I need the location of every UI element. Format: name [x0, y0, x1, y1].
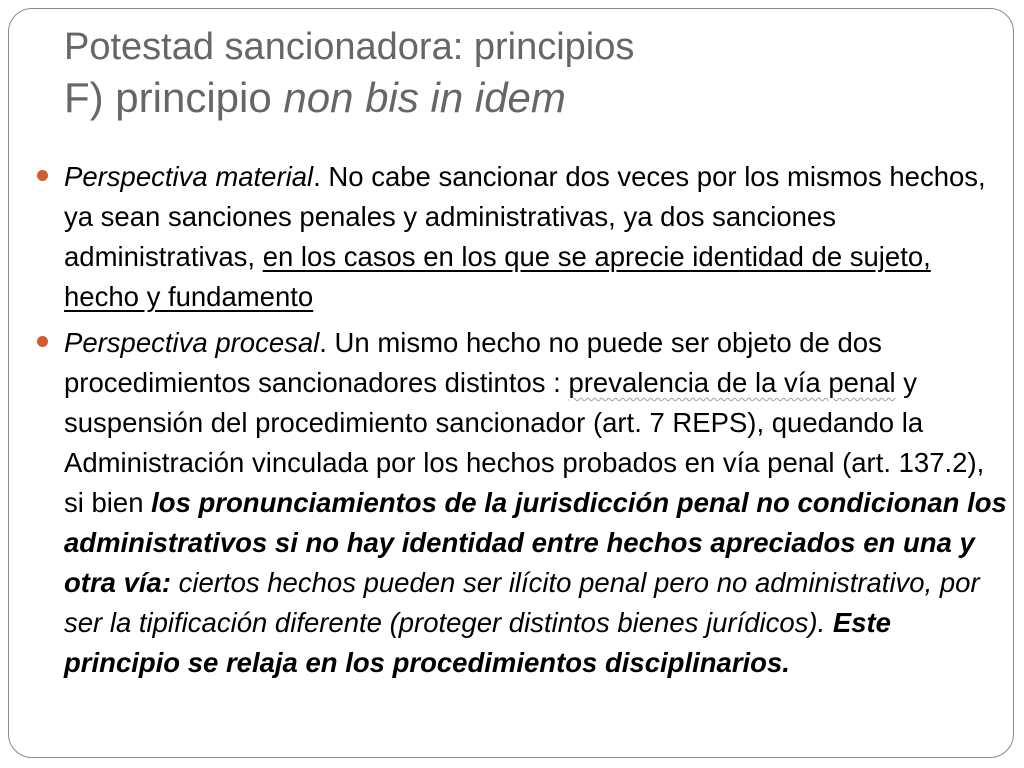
bullet-bold-italic-closing: Este principio se relaja en los procedimientos disciplinarios. — [64, 607, 891, 678]
title-line-1: Potestad sancionadora: principios — [64, 26, 635, 68]
bullet-item — [37, 323, 1007, 683]
bullet-bold-italic: los pronunciamientos de la jurisdicción penal no condicionan los administrativos si no hay identidad entre hechos apreciados en una y otra vía: — [64, 487, 1007, 598]
bullet-text: . No cabe sancionar dos veces por los mismos hechos, ya sean sanciones penales y administrativas, ya dos sanciones administrativas, — [64, 161, 986, 272]
spellcheck-marked-text: prevalencia de la vía penal — [568, 367, 896, 398]
bullet-text-continued: y suspensión del procedimiento sancionador (art. 7 REPS), quedando la Administración vinculada por los hechos probados en vía penal (art. 137.2), si bien — [64, 367, 985, 518]
title-line-2 — [64, 72, 634, 125]
slide-body — [37, 157, 1007, 689]
title-plain: F) principio — [64, 73, 284, 121]
bullet-item — [37, 157, 1007, 317]
slide-title — [64, 24, 634, 124]
bullet-dot-icon — [37, 336, 48, 347]
title-italic: non bis in idem — [283, 73, 566, 121]
bullet-lead: Perspectiva material — [64, 161, 314, 192]
bullet-underlined-text: en los casos en los que se aprecie identidad de sujeto, hecho y fundamento — [64, 241, 931, 312]
bullet-dot-icon — [37, 170, 48, 181]
slide — [8, 8, 1014, 758]
bullet-lead: Perspectiva procesal — [64, 327, 320, 358]
bullet-text: . Un mismo hecho no puede ser objeto de dos procedimientos sancionadores distintos : — [64, 327, 882, 398]
bullet-italic: ciertos hechos pueden ser ilícito penal pero no administrativo, por ser la tipificación diferente (proteger distintos bienes jurídicos). — [64, 567, 980, 638]
